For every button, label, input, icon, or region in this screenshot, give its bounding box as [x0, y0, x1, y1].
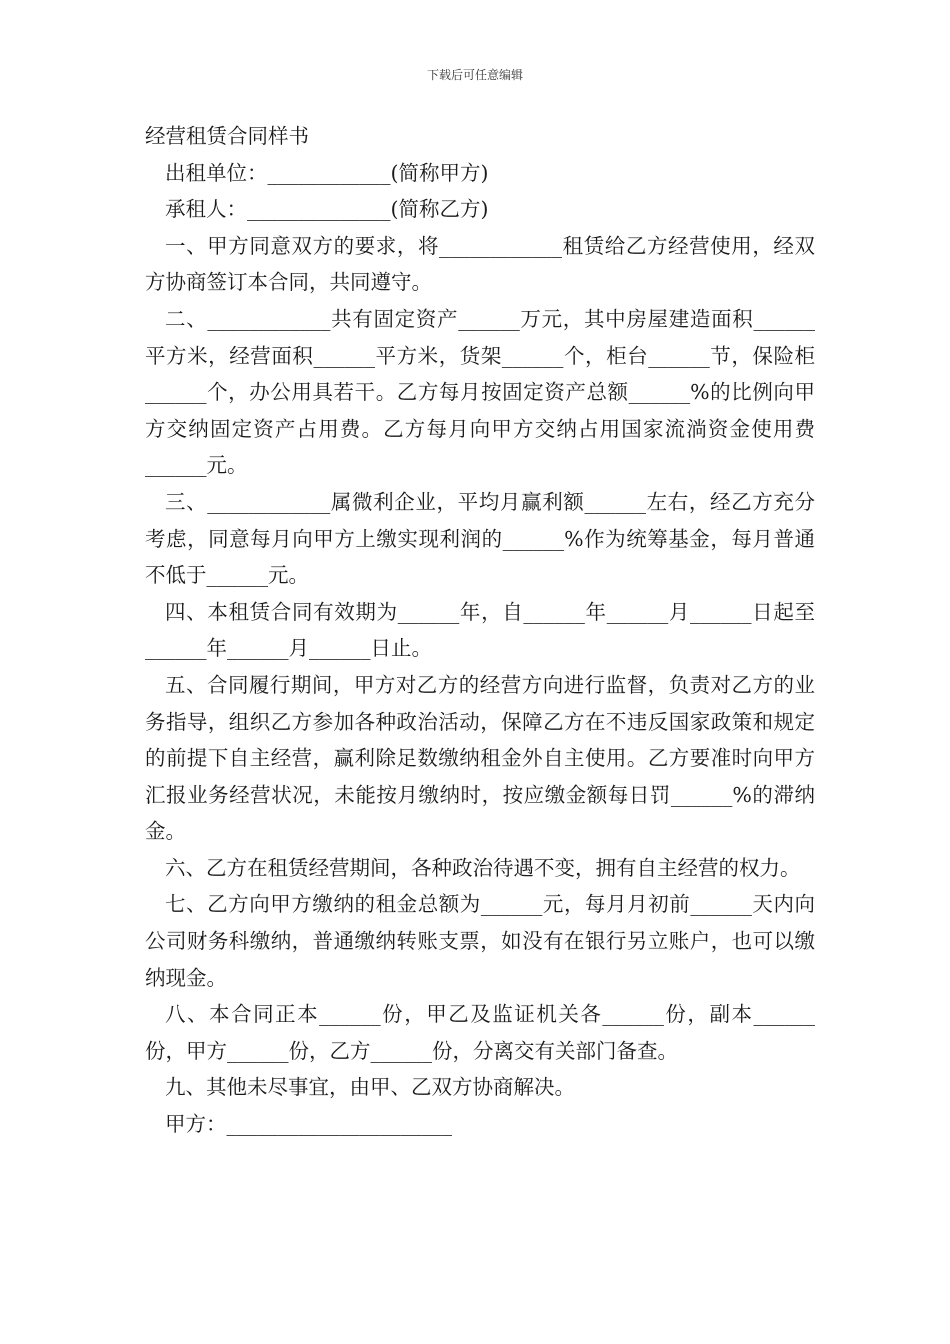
contract-body [145, 118, 815, 1143]
party-a-label: 甲方： [165, 1112, 227, 1137]
clause-6: 六、乙方在租赁经营期间，各种政治待遇不变，拥有自主经营的权力。 [165, 855, 801, 880]
document-title: 经营租赁合同样书 [145, 124, 309, 148]
lessee-label: 承租人： [165, 197, 247, 222]
clause-7: 七、乙方向甲方缴纳的租金总额为______元，每月月初前______天内向公司财务科缴纳，普通缴纳转账支票，如没有在银行另立账户，也可以缴纳现金。 [145, 892, 815, 990]
clause-1: 一、甲方同意双方的要求，将____________租赁给乙方经营使用，经双方协商签订本合同，共同遵守。 [145, 233, 815, 295]
lessor-label: 出租单位： [165, 160, 268, 185]
lessor-blank: ____________ [267, 160, 391, 185]
lessor-line [145, 155, 815, 192]
clause-4: 四、本租赁合同有效期为______年，自______年______月______日起至______年______月______日止。 [145, 599, 815, 661]
clause-3: 三、____________属微利企业，平均月赢利额______左右，经乙方充分考虑，同意每月向甲方上缴实现利润的______%作为统筹基金，每月普通不低于______元。 [145, 489, 815, 588]
header-note: 下载后可任意编辑 [426, 68, 523, 82]
party-a-blank: ______________________ [226, 1112, 452, 1137]
clause-2: 二、____________共有固定资产______万元，其中房屋建造面积______平方米，经营面积______平方米，货架______个，柜台______节，保险柜______个，办公用具若干。乙方每月按固定资产总额______%的比例向甲方交纳固定资产占用费。乙方每月向甲方交纳占用国家流淌资金使用费______元。 [145, 306, 815, 478]
clause-9: 九、其他未尽事宜，由甲、乙双方协商解决。 [165, 1075, 575, 1100]
lessee-blank: ______________ [247, 197, 391, 222]
lessor-suffix: (简称甲方) [390, 160, 489, 185]
lessee-line [145, 191, 815, 228]
clause-5: 五、合同履行期间，甲方对乙方的经营方向进行监督，负责对乙方的业务指导，组织乙方参加各种政治活动，保障乙方在不违反国家政策和规定的前提下自主经营，赢利除足数缴纳租金外自主使用。乙方要准时向甲方汇报业务经营状况，未能按月缴纳时，按应缴金额每日罚______%的滞纳金。 [145, 672, 815, 844]
party-a-line [145, 1106, 815, 1143]
clause-8: 八、本合同正本______份，甲乙及监证机关各______份，副本______份，甲方______份，乙方______份，分离交有关部门备查。 [145, 1002, 815, 1063]
lessee-suffix: (简称乙方) [390, 197, 489, 222]
